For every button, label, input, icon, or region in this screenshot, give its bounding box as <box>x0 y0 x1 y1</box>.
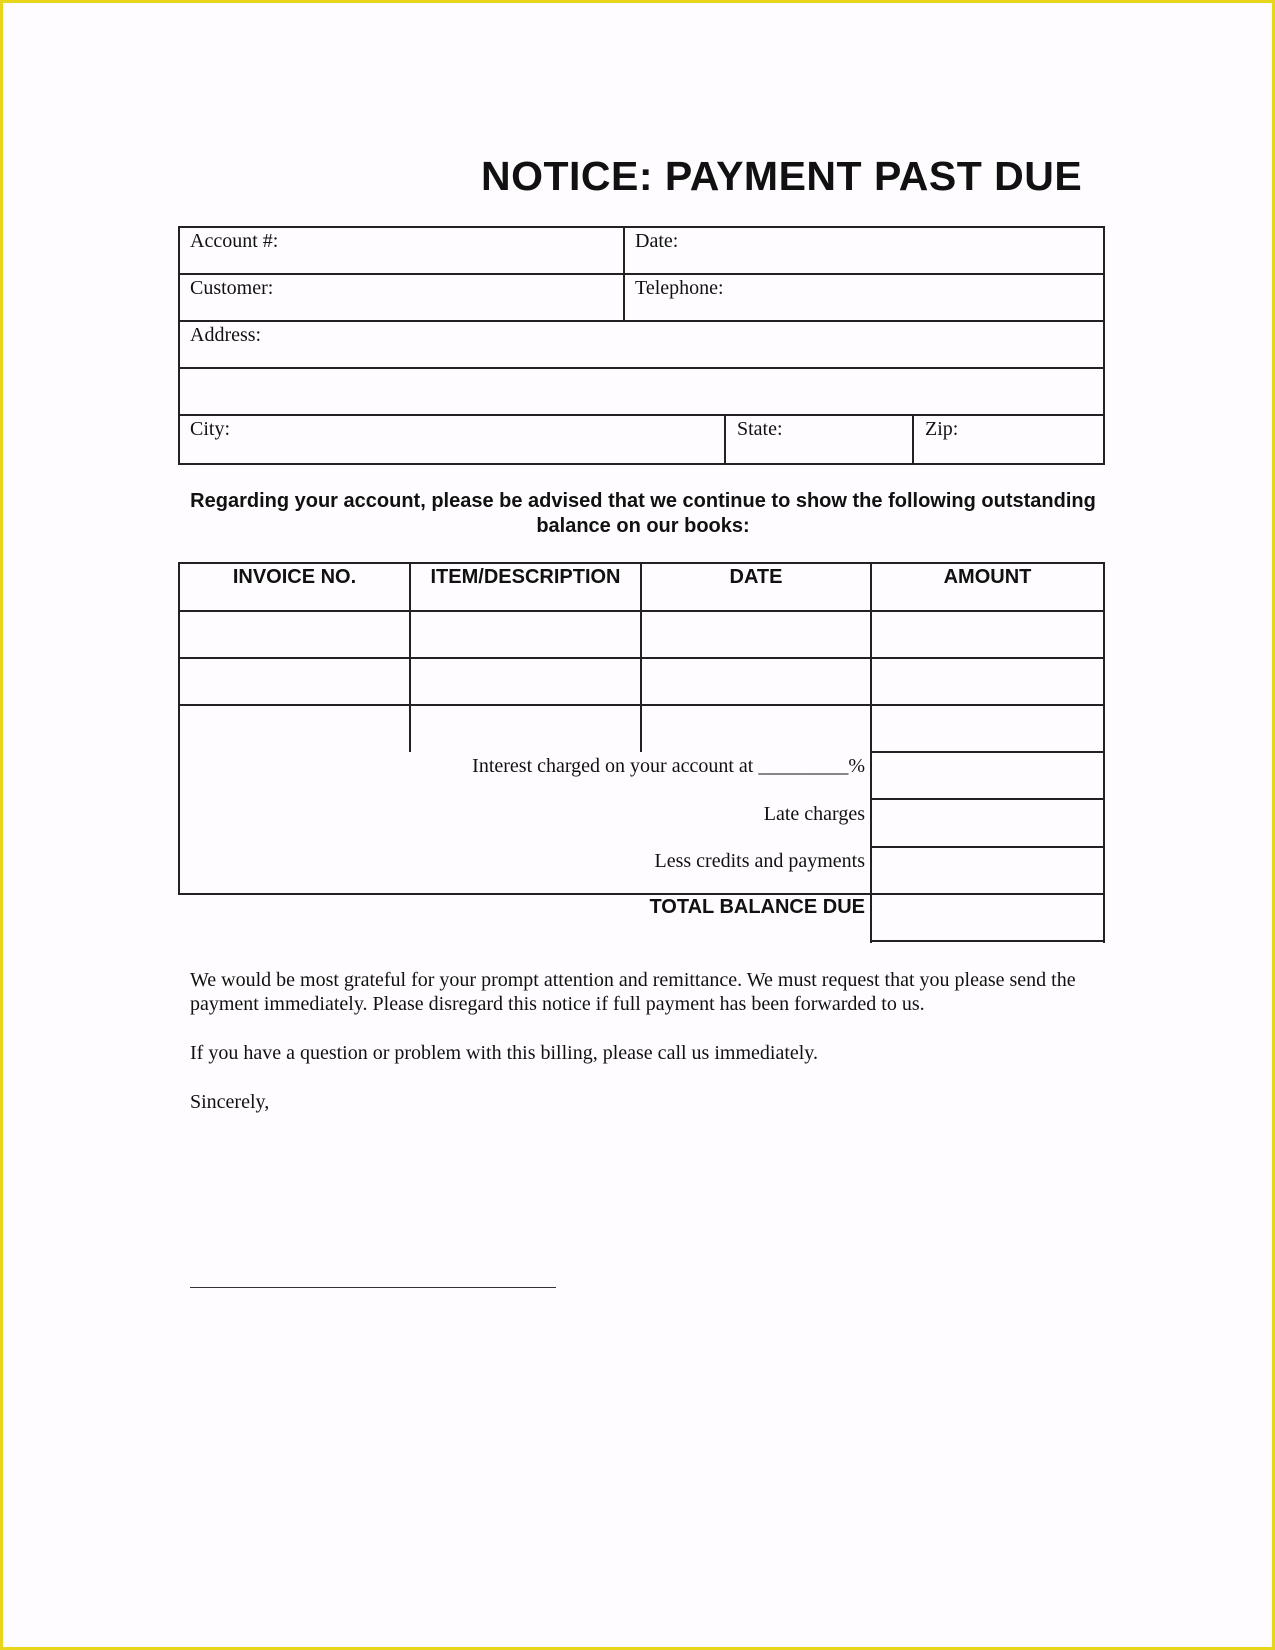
column-divider <box>623 226 625 322</box>
header-item-description: ITEM/DESCRIPTION <box>430 566 621 588</box>
row-divider <box>178 273 1105 275</box>
header-invoice-no: INVOICE NO. <box>232 566 357 588</box>
summary-bottom-border <box>178 893 872 895</box>
total-balance-due-label: TOTAL BALANCE DUE <box>649 896 865 918</box>
header-amount: AMOUNT <box>943 566 1032 588</box>
state-label: State: <box>737 418 783 440</box>
account-number-label: Account #: <box>190 230 279 252</box>
page-title: NOTICE: PAYMENT PAST DUE <box>481 153 1083 199</box>
amount-row-divider <box>870 751 1105 753</box>
row-divider <box>178 414 1105 416</box>
closing-text: Sincerely, <box>190 1091 270 1113</box>
account-info-border <box>178 226 1105 465</box>
column-divider <box>912 414 914 465</box>
late-charges-label: Late charges <box>763 803 865 825</box>
document-page <box>3 3 1272 1647</box>
intro-text: Regarding your account, please be advised that we continue to show the following outstanding balance on our books: <box>190 490 1096 537</box>
amount-row-divider <box>870 798 1105 800</box>
address-label: Address: <box>190 324 262 346</box>
body-paragraph-2: If you have a question or problem with this billing, please call us immediately. <box>190 1042 819 1064</box>
city-label: City: <box>190 418 231 440</box>
column-divider <box>409 562 411 752</box>
header-date: DATE <box>729 566 783 588</box>
column-divider <box>724 414 726 465</box>
column-divider <box>640 562 642 752</box>
telephone-label: Telephone: <box>635 277 724 299</box>
amount-bottom-border <box>870 940 1105 942</box>
body-paragraph-1: We would be most grateful for your prompt attention and remittance. We must request that you please send the payment immediately. Please disregard this notice if full payment has been forwarded to us. <box>190 969 1076 1015</box>
amount-row-divider <box>870 893 1105 895</box>
signature-line <box>190 1287 556 1288</box>
interest-label: Interest charged on your account at _________% <box>472 755 865 777</box>
customer-label: Customer: <box>190 277 274 299</box>
date-label: Date: <box>635 230 679 252</box>
credits-payments-label: Less credits and payments <box>654 850 865 872</box>
amount-row-divider <box>870 846 1105 848</box>
row-divider <box>178 367 1105 369</box>
row-divider <box>178 320 1105 322</box>
zip-label: Zip: <box>925 418 959 440</box>
